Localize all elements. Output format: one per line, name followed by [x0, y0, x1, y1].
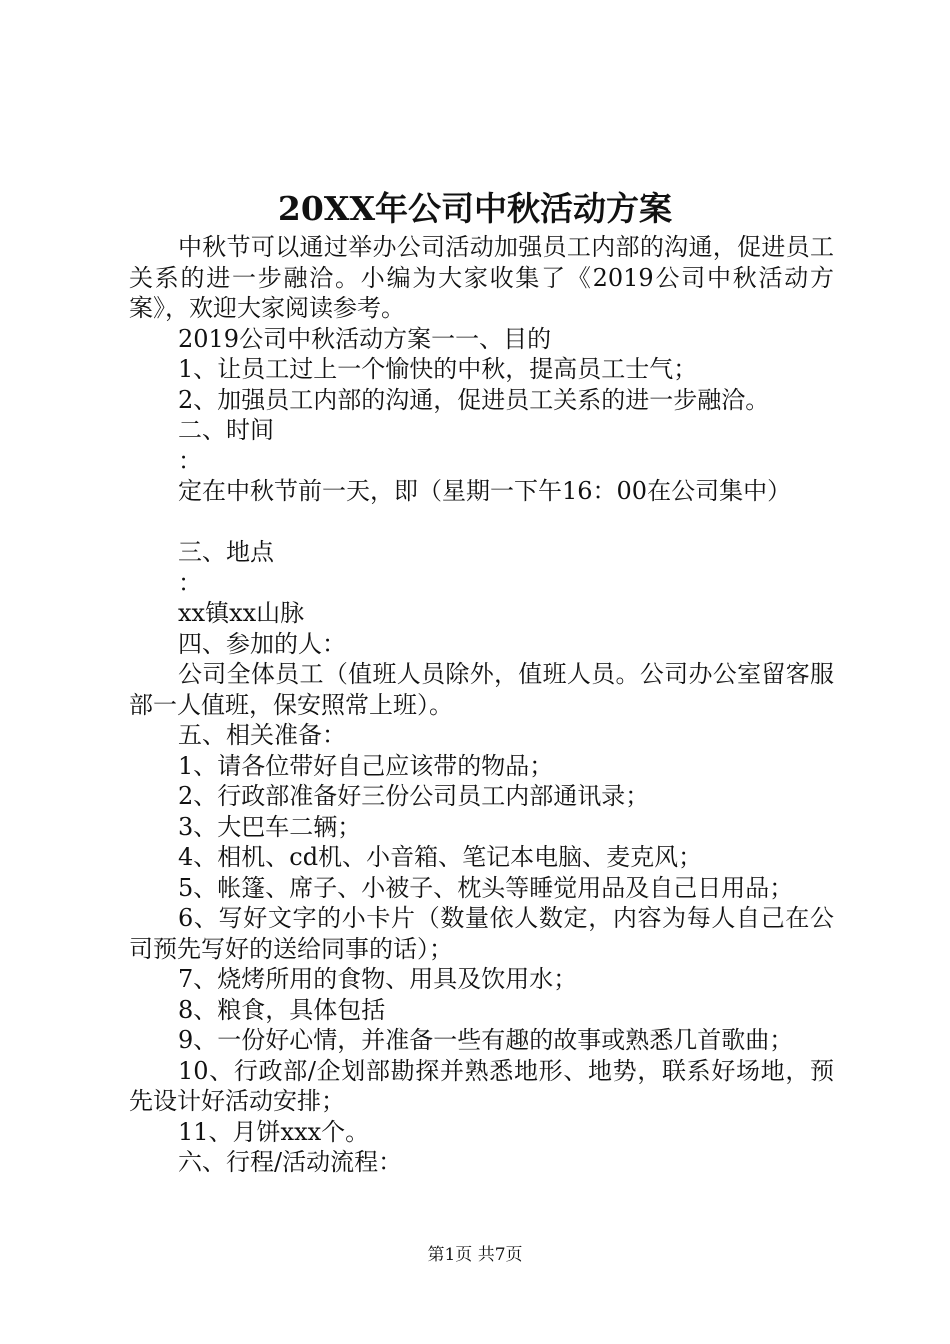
document-body — [129, 232, 834, 1178]
paragraph-intro: 中秋节可以通过举办公司活动加强员工内部的沟通，促进员工关系的进一步融洽。小编为大家收集了《2019公司中秋活动方案》，欢迎大家阅读参考。 — [129, 233, 834, 322]
paragraph-prep-2: 2、行政部准备好三份公司员工内部通讯录； — [178, 782, 650, 810]
paragraph-section-location: 三、地点 — [178, 538, 274, 566]
paragraph-section-time: 二、时间 — [178, 416, 274, 444]
paragraph-section-preparation: 五、相关准备： — [178, 721, 346, 749]
paragraph-prep-1: 1、请各位带好自己应该带的物品； — [178, 751, 554, 780]
paragraph-prep-8: 8、粮食，具体包括 — [178, 995, 386, 1024]
blank-line — [129, 507, 834, 538]
paragraph-purpose-1: 1、让员工过上一个愉快的中秋，提高员工士气； — [178, 355, 698, 383]
paragraph-section-schedule: 六、行程/活动流程： — [178, 1148, 403, 1176]
paragraph-time-colon: ： — [178, 446, 202, 475]
paragraph-prep-4: 4、相机、cd机、小音箱、笔记本电脑、麦克风； — [178, 843, 703, 871]
paragraph-purpose-2: 2、加强员工内部的沟通，促进员工关系的进一步融洽。 — [178, 385, 770, 414]
paragraph-prep-3: 3、大巴车二辆； — [178, 812, 362, 841]
paragraph-location-colon: ： — [178, 568, 202, 597]
paragraph-prep-10: 10、行政部/企划部勘探并熟悉地形、地势，联系好场地，预先设计好活动安排； — [129, 1056, 834, 1115]
document-title: 20XX年公司中秋活动方案 — [277, 189, 673, 228]
paragraph-time-detail: 定在中秋节前一天，即（星期一下午16：00在公司集中） — [178, 477, 792, 505]
paragraph-prep-6: 6、写好文字的小卡片（数量依人数定，内容为每人自己在公司预先写好的送给同事的话）； — [129, 904, 834, 963]
paragraph-section-purpose: 2019公司中秋活动方案一一、目的 — [178, 324, 552, 353]
paragraph-location-detail: xx镇xx山脉 — [178, 599, 305, 627]
paragraph-prep-11: 11、月饼xxx个。 — [178, 1117, 370, 1146]
paragraph-prep-5: 5、帐篷、席子、小被子、枕头等睡觉用品及自己日用品； — [178, 873, 794, 902]
paragraph-participants-detail: 公司全体员工（值班人员除外，值班人员。公司办公室留客服部一人值班，保安照常上班）。 — [129, 660, 834, 719]
paragraph-prep-9: 9、一份好心情，并准备一些有趣的故事或熟悉几首歌曲； — [178, 1026, 794, 1054]
paragraph-prep-7: 7、烧烤所用的食物、用具及饮用水； — [178, 965, 578, 993]
paragraph-section-participants: 四、参加的人： — [178, 629, 346, 658]
page-footer: 第1页 共7页 — [427, 1245, 523, 1265]
